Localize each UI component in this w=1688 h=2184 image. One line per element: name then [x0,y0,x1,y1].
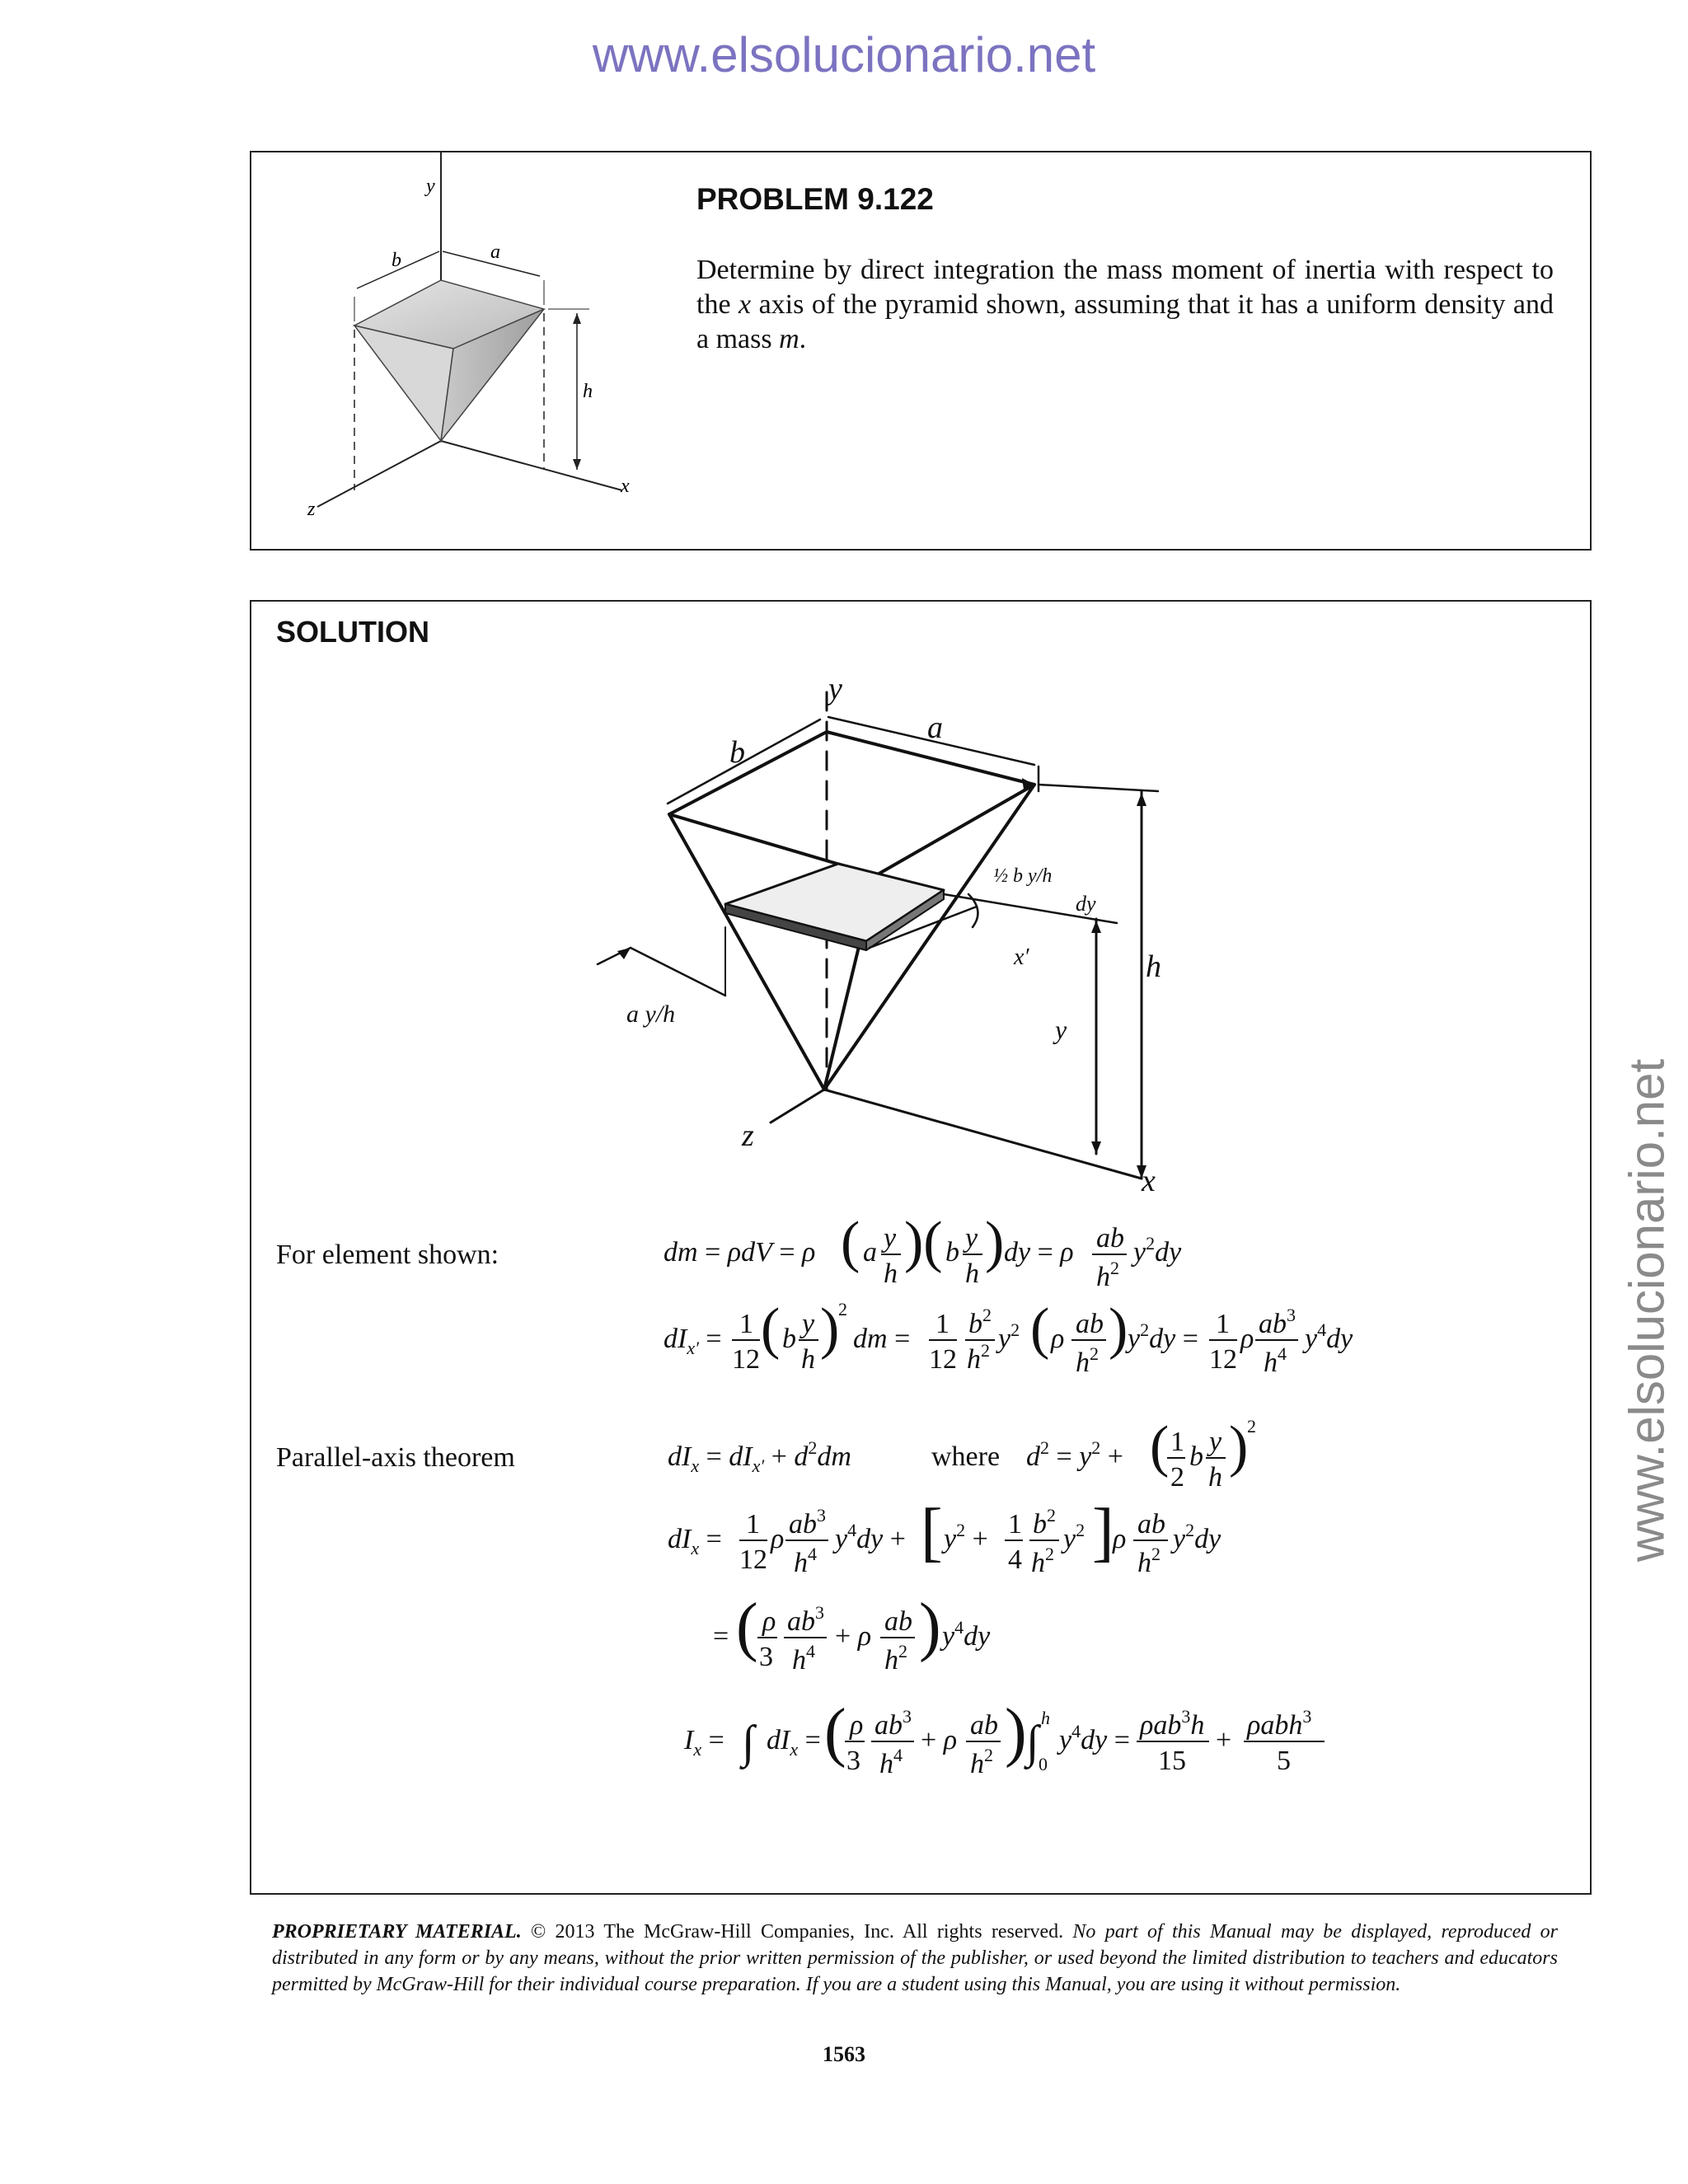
svg-text:(: ( [841,1211,860,1274]
page-number: 1563 [823,2042,865,2066]
svg-text:(: ( [1150,1415,1170,1479]
svg-text:dIx =: $dI_x$ = [668,1524,722,1558]
svg-text:h4: $h^4$ [879,1745,903,1779]
svg-text:): ) [919,1591,941,1663]
svg-text:dIx =: $dI_x$ = [767,1725,821,1760]
problem-statement: Determine by direct integration the mass moment of inertia with respect to the x axis of the pyramid shown, assuming that it has a uniform density and a mass m. [696,255,1554,354]
svg-text:h: h [801,1344,815,1375]
svg-text:y: y [802,1309,815,1339]
svg-text:ab3: $ab^3$ [874,1706,912,1741]
svg-text:y4dy: $y^4dy$ [942,1617,991,1652]
svg-text:+ ρ: + ρ [921,1725,958,1755]
svg-text:h2: $h^2$ [970,1745,993,1779]
svg-text:y2: $y^2$ [1063,1520,1085,1554]
svg-text:y: y [1209,1427,1222,1457]
svg-text:): ) [1109,1297,1128,1361]
svg-text:2: 2 [1170,1462,1184,1493]
svg-text:ab: ab [970,1710,998,1741]
svg-text:y2dy: $y^2dy$ [1133,1233,1182,1268]
svg-text:h4: $h^4$ [792,1641,815,1675]
svg-text:y2 +: $y^2$ + [944,1520,988,1554]
svg-text:dIx = dIx′ + d2dm: $dI_x = dI_{x'} + d^2dm$ [668,1437,851,1476]
sketch-label-z: z [742,1118,754,1153]
svg-text:y4dy: $y^4dy$ [1305,1319,1353,1354]
svg-text:(: ( [1030,1297,1050,1361]
svg-text:∫: ∫ [742,1717,755,1768]
fig-label-y: y [426,176,435,197]
svg-text:h2: $h^2$ [1096,1258,1119,1292]
svg-text:2: 2 [838,1299,847,1319]
svg-text:ab: ab [1096,1223,1124,1254]
svg-text:y: y [965,1223,978,1254]
svg-text:3: 3 [759,1642,773,1672]
svg-text:h: h [884,1258,898,1289]
svg-text:(: ( [824,1696,846,1769]
svg-text:12: 12 [929,1344,957,1375]
svg-text:+ ρ: + ρ [835,1621,872,1652]
svg-text:)(: )( [904,1211,943,1274]
svg-text:d2 = y2 +: $d^2 = y^2$ + [1026,1437,1123,1472]
svg-text:dm =: dm = [853,1324,911,1354]
svg-text:ρ: ρ [1051,1324,1065,1354]
pyramid-figure [251,152,647,549]
sketch-label-b: b [729,735,745,770]
svg-text:h4: $h^4$ [794,1544,817,1578]
sketch-label-dy: dy [1076,892,1096,916]
watermark-top: www.elsolucionario.net [592,27,1096,82]
svg-text:dm = ρdV = ρ: dm = ρdV = ρ [663,1237,816,1268]
solution-box [250,600,1592,1895]
sketch-label-y: y [828,672,842,706]
solution-title: SOLUTION [276,615,429,649]
svg-text:2: 2 [1247,1416,1256,1436]
svg-text:ab: ab [1076,1309,1104,1339]
svg-text:h: h [1208,1462,1222,1493]
svg-text:12: 12 [739,1544,767,1575]
svg-text:∫: ∫ [1026,1717,1039,1768]
svg-text:y4dy =: $y^4dy$ = [1059,1721,1130,1755]
svg-text:): ) [985,1211,1005,1274]
sketch-label-h: h [1146,949,1161,984]
svg-text:y4dy +: $y^4dy$ + [835,1520,906,1554]
problem-title: PROBLEM 9.122 [696,182,934,216]
svg-text:dy = ρ: dy = ρ [1004,1237,1074,1268]
svg-text:ab3: $ab^3$ [787,1602,824,1637]
svg-text:Ix =: $I_x$ = [684,1725,724,1760]
svg-text:): ) [820,1297,840,1361]
where-label: where [931,1441,1001,1472]
label-element-shown: For element shown: [276,1240,499,1270]
svg-text:15: 15 [1158,1746,1186,1776]
fig-label-h: h [583,381,593,402]
svg-text:dIx′ =: $dI_{x'}$ = [663,1324,722,1358]
svg-text:0: 0 [1039,1754,1048,1774]
svg-text:ρ: ρ [771,1524,785,1554]
svg-text:b: b [945,1237,959,1268]
fig-label-b: b [392,250,401,271]
svg-text:4: 4 [1008,1544,1022,1575]
fig-label-a: a [490,241,500,263]
svg-text:1: 1 [935,1309,950,1339]
svg-text:+: + [1216,1725,1232,1755]
sketch-label-a: a [927,710,943,745]
svg-text:ρ: ρ [1113,1524,1127,1554]
sketch-label-ydim: y [1055,1015,1067,1044]
svg-text:1: 1 [1216,1309,1230,1339]
svg-text:h2: $h^2$ [1137,1544,1160,1578]
watermark-side [1619,1058,1675,1563]
svg-text:a: a [863,1237,877,1268]
svg-text:12: 12 [1209,1344,1237,1375]
svg-text:]: ] [1092,1496,1114,1568]
svg-text:=: = [713,1621,729,1652]
watermark-side-text: www.elsolucionario.net [1619,1058,1675,1563]
svg-text:b: b [782,1324,796,1354]
svg-text:h: h [1041,1708,1050,1728]
svg-text:h: h [965,1258,979,1289]
svg-text:(: ( [761,1297,781,1361]
svg-text:y2dy: $y^2dy$ [1173,1520,1221,1554]
svg-text:5: 5 [1277,1746,1291,1776]
sketch-label-x: x [1142,1164,1156,1195]
svg-text:ab: ab [884,1606,912,1637]
svg-text:ab3: $ab^3$ [789,1505,826,1540]
svg-text:(: ( [736,1591,758,1663]
svg-text:h2: $h^2$ [1031,1544,1054,1578]
fig-label-x: x [621,476,630,497]
label-parallel-axis: Parallel-axis theorem [276,1442,515,1473]
svg-text:h2: $h^2$ [967,1340,990,1375]
svg-text:1: 1 [1008,1509,1022,1540]
svg-text:3: 3 [846,1746,860,1776]
svg-text:1: 1 [1170,1427,1184,1457]
fig-label-z: z [307,499,316,520]
solution-equations [251,602,1590,1893]
svg-text:1: 1 [746,1509,760,1540]
svg-text:1: 1 [739,1309,753,1339]
svg-text:y: y [884,1223,897,1254]
svg-text:h2: $h^2$ [1076,1343,1099,1378]
svg-text:ab3: $ab^3$ [1259,1305,1296,1339]
svg-text:y2dy =: $y^2dy$ = [1128,1319,1198,1354]
svg-text:): ) [1005,1696,1027,1769]
problem-box [250,151,1592,551]
svg-text:y2: $y^2$ [998,1319,1020,1354]
svg-text:h4: $h^4$ [1264,1343,1287,1378]
svg-text:ρ: ρ [762,1606,776,1637]
svg-text:12: 12 [732,1344,760,1375]
svg-text:): ) [1229,1415,1249,1479]
sketch-label-half-by-h: ½ b y/h [993,865,1053,887]
svg-text:ρ: ρ [850,1710,864,1741]
svg-text:h2: $h^2$ [884,1641,907,1675]
svg-text:[: [ [921,1496,943,1568]
svg-text:ρab3h: ρab$^3$h [1140,1706,1205,1741]
sketch-label-ay-h: a y/h [626,1001,676,1028]
svg-text:ab: ab [1137,1509,1165,1540]
footer-copyright: PROPRIETARY MATERIAL. © 2013 The McGraw-Hill Companies, Inc. All rights reserved. No part of this Manual may be displayed, reproduced or distributed in any form or by any means, without the prior written permission of the publisher, or used beyond the limited distribution to teachers and educators permitted by McGraw-Hill for their individual course preparation. If you are a student using this Manual, you are using it without permission. [272,1921,1558,1995]
svg-text:b: b [1189,1441,1203,1472]
svg-text:ρ: ρ [1240,1324,1254,1354]
svg-text:ρabh3: ρabh$^3$ [1247,1706,1312,1741]
svg-text:b2: $b^2$ [1033,1505,1056,1540]
svg-text:b2: $b^2$ [968,1305,992,1339]
sketch-label-xprime: x′ [1014,944,1029,970]
